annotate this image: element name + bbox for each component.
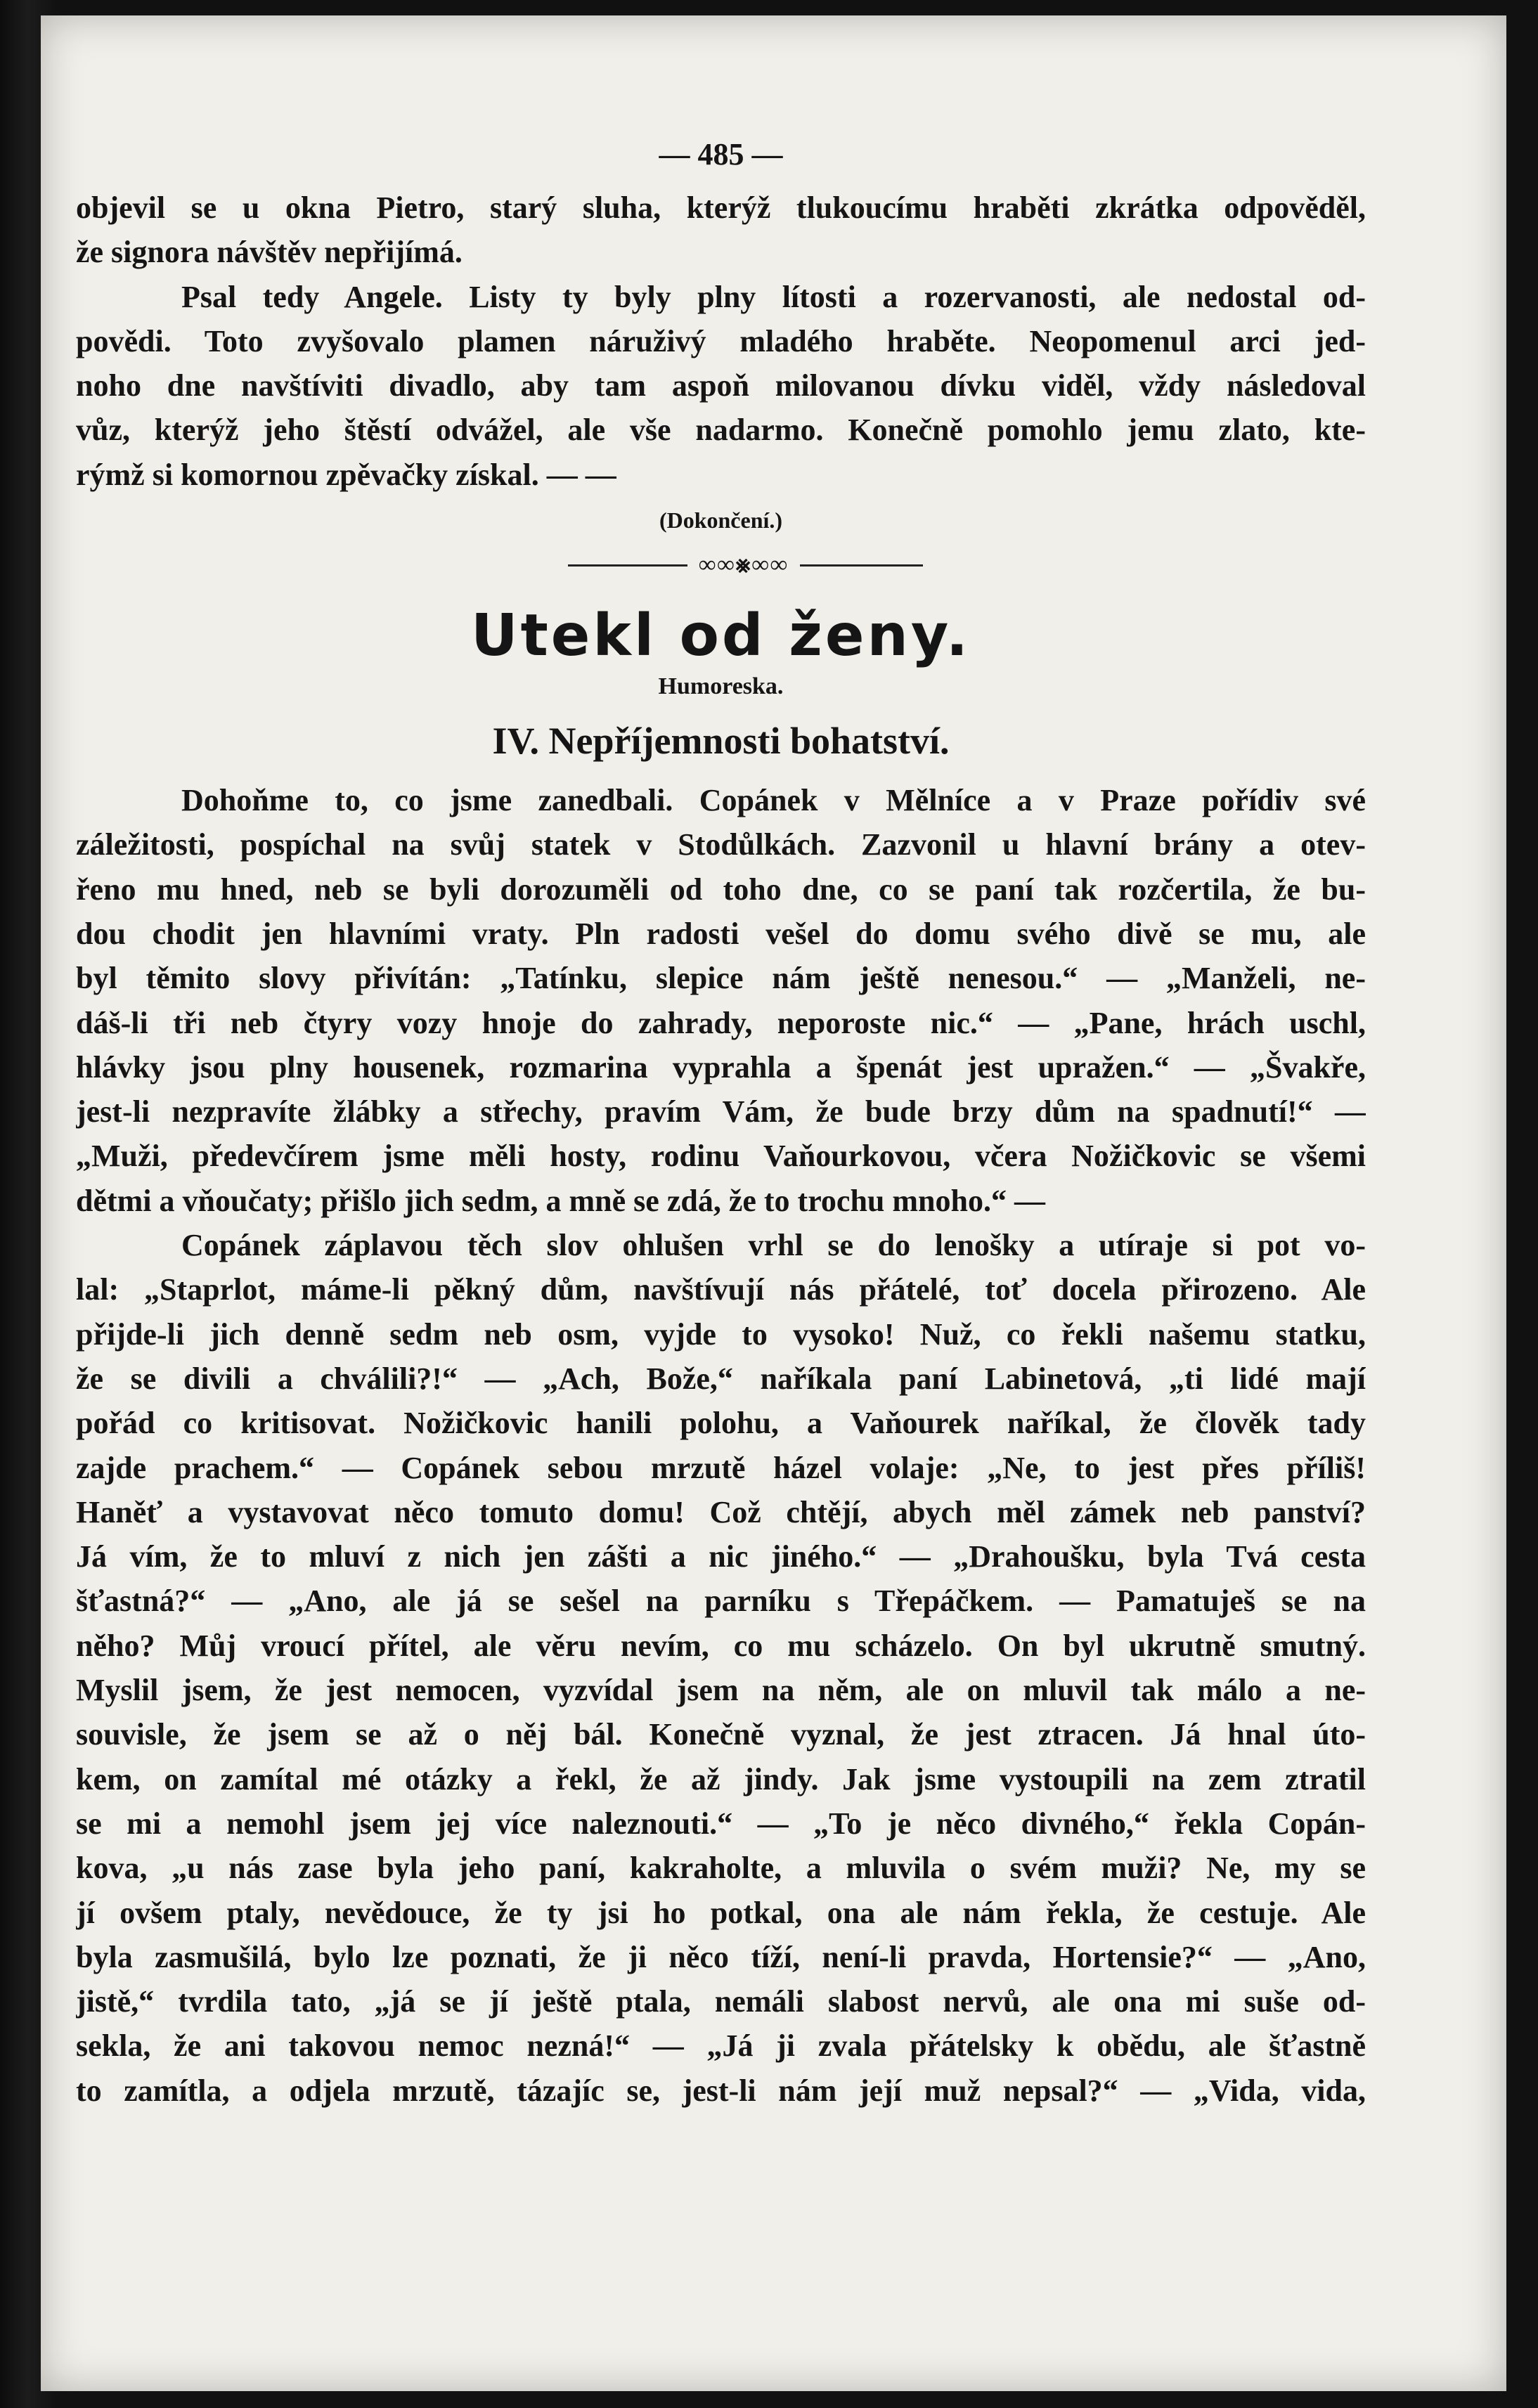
divider-rule-right [800,564,923,567]
text-line: dětmi a vňoučaty; přišlo jich sedm, a mně se zdá, že to trochu mnoho.“ — [76,1183,1045,1218]
text-line: byla zasmušilá, bylo lze poznati, že ji něco tíží, není-li pravda, Hortensie?“ — „Ano, [76,1939,1366,1974]
text-line: že signora návštěv nepřijímá. [76,235,463,270]
text-line: vůz, kterýž jeho štěstí odvážel, ale vše nadarmo. Konečně pomohlo jemu zlato, kte- [76,413,1366,448]
ornament-icon: ∞∞⨳∞∞ [698,552,789,578]
text-line: hlávky jsou plny housenek, rozmarina vyprahla a špenát jest upražen.“ — „Švakře, [76,1049,1366,1085]
text-line: byl těmito slovy přivítán: „Tatínku, slepice nám ještě nenesou.“ — „Manželi, ne- [76,961,1366,996]
text-line: Myslil jsem, že jest nemocen, vyzvídal jsem na něm, ale on mluvil tak málo a ne- [76,1673,1366,1708]
section1-paragraph2 [76,275,1366,497]
text-line: pořád co kritisovat. Nožičkovic hanili polohu, a Vaňourek naříkal, že člověk tady [76,1406,1366,1441]
page-text [76,42,1366,2113]
text-line: „Muži, předevčírem jsme měli hosty, rodinu Vaňourkovou, včera Nožičkovic se všemi [76,1139,1366,1174]
section1-paragraph1 [76,186,1366,275]
text-line: dou chodit jen hlavními vraty. Pln radosti vešel do domu svého divě se mu, ale [76,916,1366,951]
text-line: Dohoňme to, co jsme zanedbali. Copánek v Mělníce a v Praze pořídiv své [181,783,1366,818]
text-line: něho? Můj vroucí přítel, ale věru nevím, co mu scházelo. On byl ukrutně smutný. [76,1628,1366,1663]
text-line: noho dne navštíviti divadlo, aby tam aspoň milovanou dívku viděl, vždy následoval [76,368,1366,403]
text-line: Haněť a vystavovat něco tomuto domu! Což chtějí, abych měl zámek neb panství? [76,1494,1366,1529]
text-line: lal: „Staprlot, máme-li pěkný dům, navštívují nás přátelé, toť docela přirozeno. Ale [76,1272,1366,1307]
story-subtitle: Humoreska. [658,673,784,700]
text-line: řeno mu hned, neb se byli dorozuměli od toho dne, co se paní tak rozčertila, že bu- [76,872,1366,907]
text-line: sekla, že ani takovou nemoc nezná!“ — „Já ji zvala přátelsky k obědu, ale šťastně [76,2028,1366,2064]
text-line: že se divili a chválili?!“ — „Ach, Bože,“ naříkala paní Labinetová, „ti lidé mají [76,1361,1366,1396]
section2-paragraph2 [76,1223,1366,2113]
story-title: Utekl od ženy. [471,602,971,670]
text-line: povědi. Toto zvyšovalo plamen náruživý mladého hraběte. Neopomenul arci jed- [76,323,1366,358]
text-line: objevil se u okna Pietro, starý sluha, kterýž tlukoucímu hraběti zkrátka odpověděl, [76,190,1366,225]
text-line: dáš-li tři neb čtyry vozy hnoje do zahrady, neporoste nic.“ — „Pane, hrách uschl, [76,1005,1366,1040]
text-line: rýmž si komornou zpěvačky získal. — — [76,457,616,492]
text-line: přijde-li jich denně sedm neb osm, vyjde to vysoko! Nuž, co řekli našemu statku, [76,1316,1366,1352]
text-line: Já vím, že to mluví z nich jen zášti a nic jiného.“ — „Drahoušku, byla Tvá cesta [76,1539,1366,1574]
section2-paragraph1 [76,778,1366,1223]
text-line: Copánek záplavou těch slov ohlušen vrhl se do lenošky a utíraje si pot vo- [181,1228,1366,1263]
section-divider [76,548,1366,583]
text-line: kova, „u nás zase byla jeho paní, kakraholte, a mluvila o svém muži? Ne, my se [76,1851,1366,1886]
text-line: se mi a nemohl jsem jej více naleznouti.“ — „To je něco divného,“ řekla Copán- [76,1806,1366,1841]
page-number: — 485 — [659,137,783,171]
text-line: to zamítla, a odjela mrzutě, tázajíc se, jest-li nám její muž nepsal?“ — „Vida, vida, [76,2073,1366,2108]
text-line: záležitosti, pospíchal na svůj statek v Stodůlkách. Zazvonil u hlavní brány a otev- [76,827,1366,862]
text-line: kem, on zamítal mé otázky a řekl, že až jindy. Jak jsme vystoupili na zem ztratil [76,1761,1366,1797]
divider-rule-left [568,564,687,567]
text-line: zajde prachem.“ — Copánek sebou mrzutě házel volaje: „Ne, to jest přes příliš! [76,1450,1366,1485]
chapter-heading: IV. Nepříjemnosti bohatství. [492,720,950,763]
text-line: Psal tedy Angele. Listy ty byly plny lítosti a rozervanosti, ale nedostal od- [181,279,1366,314]
text-line: šťastná?“ — „Ano, ale já se sešel na parníku s Třepáčkem. — Pamatuješ se na [76,1584,1366,1619]
continuation-note: (Dokončení.) [659,507,783,533]
text-line: souvisle, že jsem se až o něj bál. Konečně vyznal, že jest ztracen. Já hnal úto- [76,1717,1366,1752]
text-line: jistě,“ tvrdila tato, „já se jí ještě ptala, nemáli slabost nervů, ale ona mi suše od- [76,1984,1366,2019]
text-line: jí ovšem ptaly, nevědouce, že ty jsi ho potkal, ona ale nám řekla, že cestuje. Ale [76,1895,1366,1930]
text-line: jest-li nezpravíte žlábky a střechy, pravím Vám, že bude brzy dům na spadnutí!“ — [76,1094,1366,1129]
